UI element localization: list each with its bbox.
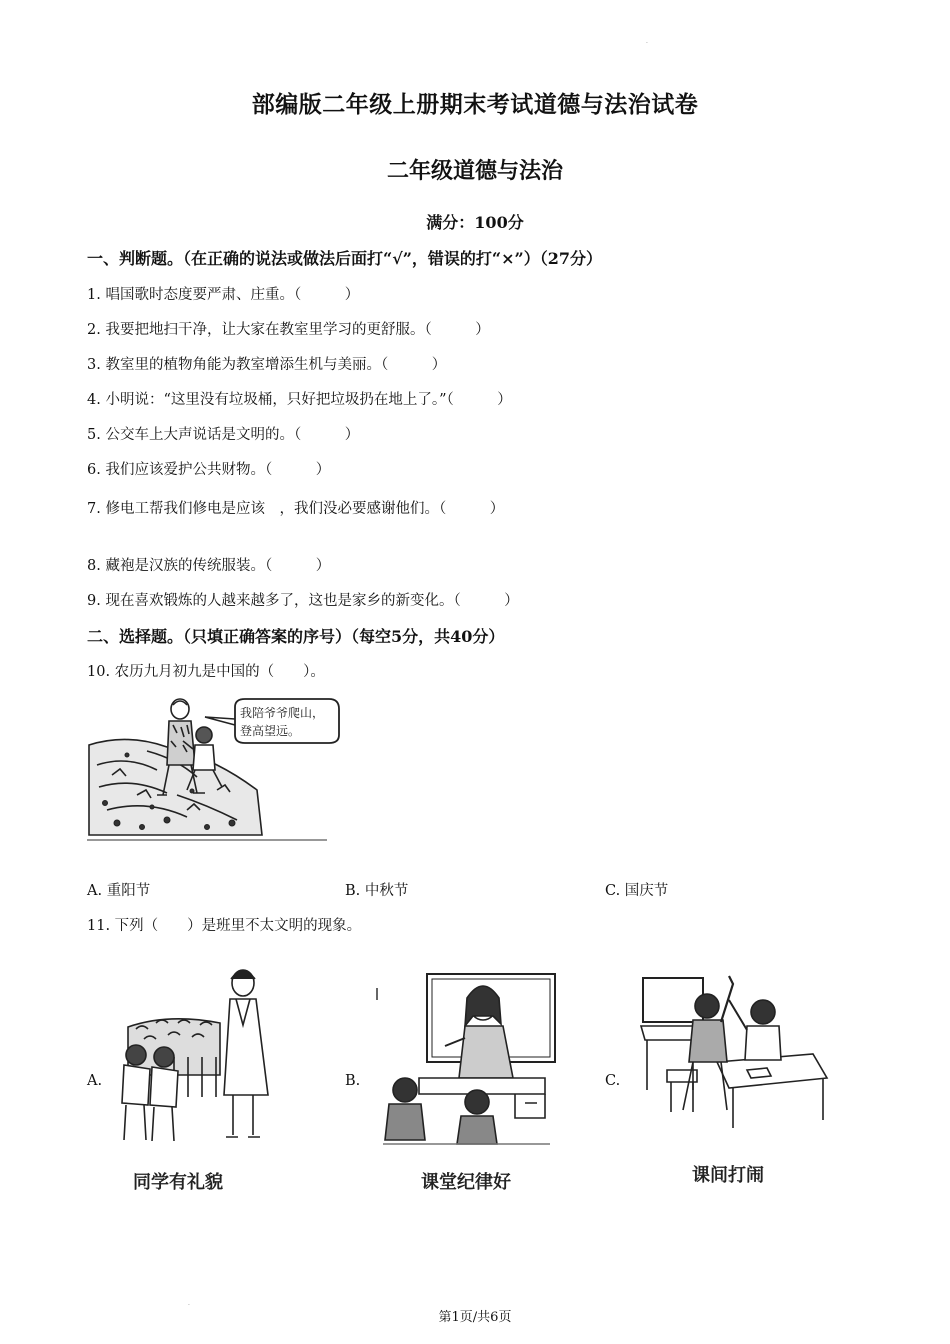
question-11: 11. 下列（ ）是班里不太文明的现象。 [87,918,362,934]
q11-option-a-caption: 同学有礼貌 [133,1172,223,1193]
question-9: 9. 现在喜欢锻炼的人越来越多了，这也是家乡的新变化。（ ） [87,593,519,609]
section2-heading: 二、选择题。（只填正确答案的序号）（每空5分，共40分） [87,627,505,646]
q11-option-c-caption: 课间打闹 [692,1165,764,1186]
playing-in-class-illustration [637,970,837,1135]
question-10: 10. 农历九月初九是中国的（ ）。 [87,664,325,680]
climbing-illustration [87,695,347,845]
bubble-text-2: 登高望远。 [240,724,301,738]
classroom-discipline-illustration [375,968,560,1148]
q11-option-a-letter: A. [87,1073,103,1089]
q10-option-a: A. 重阳节 [87,883,151,899]
question-4: 4. 小明说：“这里没有垃圾桶，只好把垃圾扔在地上了。”（ ） [87,392,512,408]
bubble-text-1: 我陪爷爷爬山， [240,706,325,720]
q11-option-b-letter: B. [345,1073,361,1089]
question-1: 1. 唱国歌时态度要严肃、庄重。（ ） [87,287,360,303]
q11-option-c-letter: C. [605,1073,621,1089]
question-8: 8. 藏袍是汉族的传统服装。（ ） [87,558,331,574]
page-subtitle: 二年级道德与法治 [386,158,563,184]
question-6: 6. 我们应该爱护公共财物。（ ） [87,462,331,478]
scan-speck: · [188,1302,190,1309]
question-5: 5. 公交车上大声说话是文明的。（ ） [87,427,360,443]
full-score: 满分：100分 [426,213,524,232]
q10-option-b: B. 中秋节 [345,883,409,899]
scan-speck: · [646,40,648,47]
question-2: 2. 我要把地扫干净，让大家在教室里学习的更舒服。（ ） [87,322,490,338]
question-7: 7. 修电工帮我们修电是应该 ，我们没必要感谢他们。（ ） [87,501,505,517]
page-title: 部编版二年级上册期末考试道德与法治试卷 [251,91,699,118]
page-number: 第1页/共6页 [438,1310,512,1325]
question-3: 3. 教室里的植物角能为教室增添生机与美丽。（ ） [87,357,447,373]
q10-option-c: C. 国庆节 [605,883,669,899]
q11-option-b-caption: 课堂纪律好 [421,1172,511,1193]
section1-heading: 一、判断题。（在正确的说法或做法后面打“√”，错误的打“×”）（27分） [87,249,603,268]
polite-students-illustration [108,965,278,1150]
